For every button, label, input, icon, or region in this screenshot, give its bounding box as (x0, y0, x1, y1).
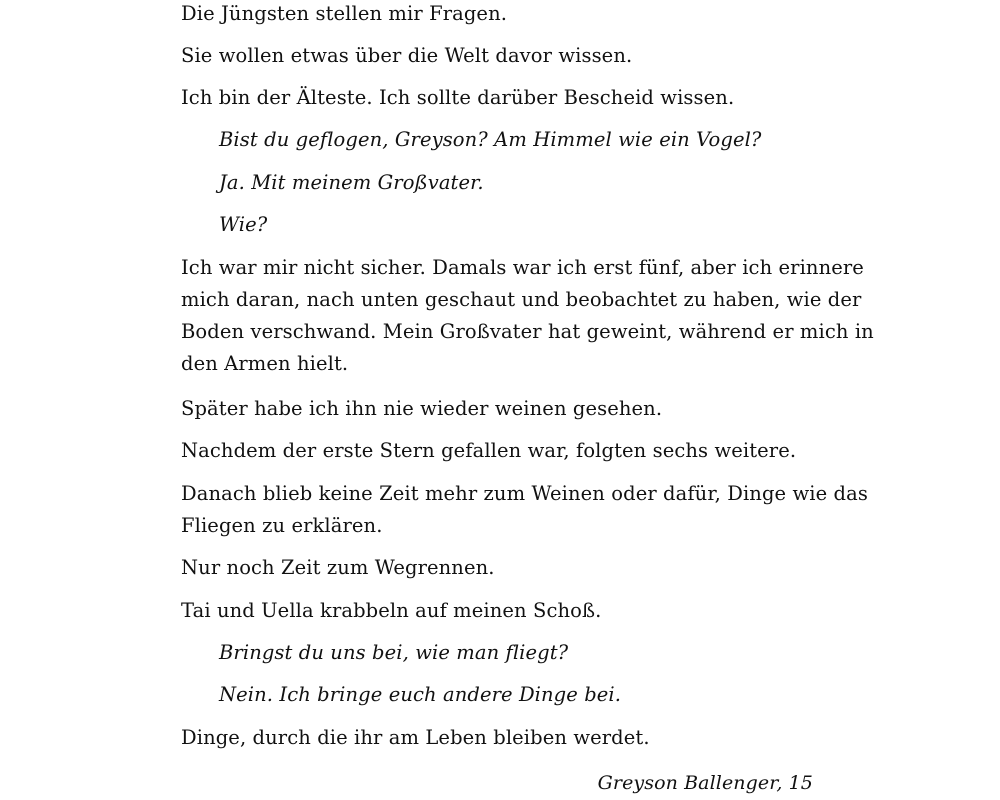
text-line: Ich war mir nicht sicher. Damals war ich erst fünf, aber ich erinnere (181, 256, 864, 279)
dialogue-line: Bist du geflogen, Greyson? Am Himmel wie ein Vogel? (219, 128, 762, 151)
text-line: Tai und Uella krabbeln auf meinen Schoß. (181, 599, 602, 622)
text-line: Fliegen zu erklären. (181, 514, 383, 537)
text-line: Nachdem der erste Stern gefallen war, folgten sechs weitere. (181, 439, 797, 462)
text-line: Später habe ich ihn nie wieder weinen gesehen. (181, 397, 663, 420)
text-line: den Armen hielt. (181, 352, 349, 375)
text-line: Nur noch Zeit zum Wegrennen. (181, 556, 495, 579)
text-line: Dinge, durch die ihr am Leben bleiben werdet. (181, 726, 650, 749)
paragraph (181, 252, 874, 380)
dialogue-line: Wie? (219, 213, 268, 236)
text-line: mich daran, nach unten geschaut und beobachtet zu haben, wie der (181, 288, 862, 311)
dialogue-line: Bringst du uns bei, wie man fliegt? (219, 641, 569, 664)
signature: Greyson Ballenger, 15 (597, 772, 813, 794)
text-line: Ich bin der Älteste. Ich sollte darüber Bescheid wissen. (181, 86, 735, 109)
text-line: Sie wollen etwas über die Welt davor wissen. (181, 44, 633, 67)
text-line: Die Jüngsten stellen mir Fragen. (181, 2, 508, 25)
text-line: Boden verschwand. Mein Großvater hat geweint, während er mich in (181, 320, 874, 343)
paragraph (181, 478, 868, 542)
dialogue-line: Nein. Ich bringe euch andere Dinge bei. (219, 683, 622, 706)
dialogue-line: Ja. Mit meinem Großvater. (219, 171, 484, 194)
text-line: Danach blieb keine Zeit mehr zum Weinen oder dafür, Dinge wie das (181, 482, 868, 505)
